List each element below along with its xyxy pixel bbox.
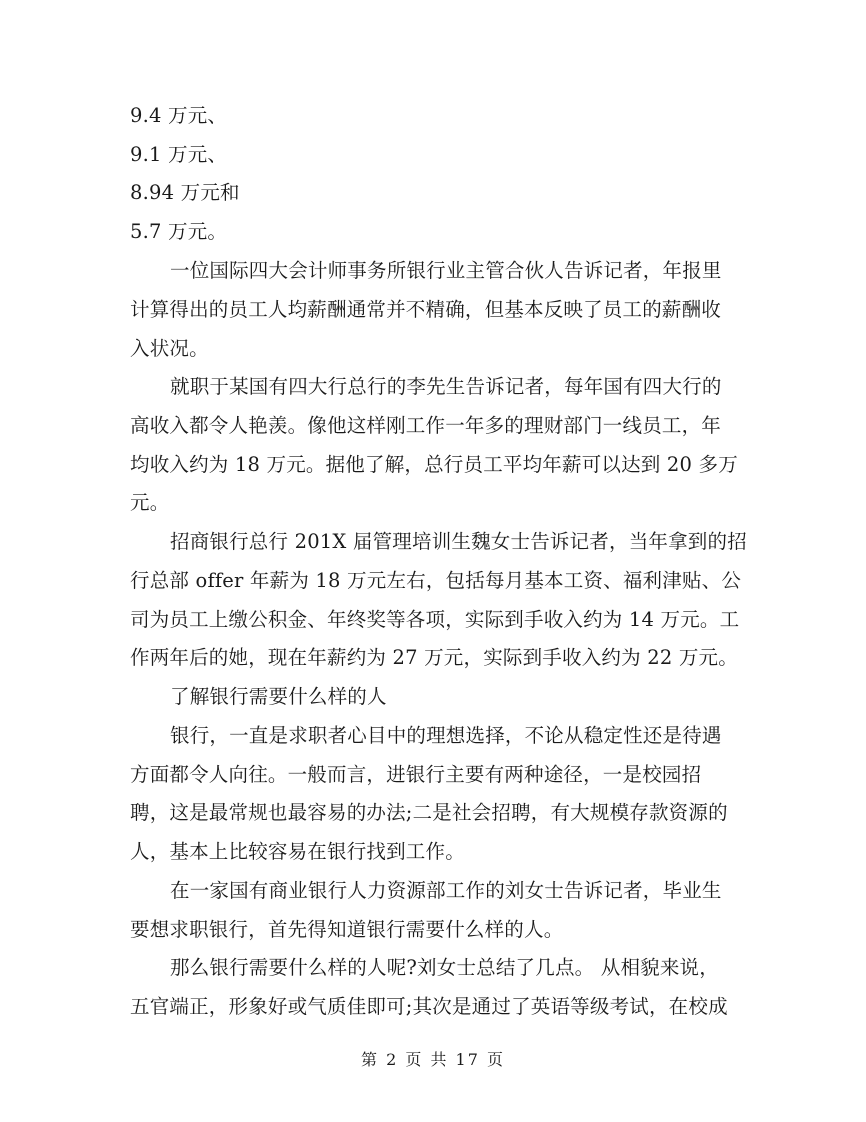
text-line: 聘，这是最常规也最容易的办法;二是社会招聘，有大规模存款资源的 xyxy=(130,801,728,824)
page-footer: 第 2 页 共 17 页 xyxy=(361,1050,505,1069)
text-line: 5.7 万元。 xyxy=(130,220,228,243)
paragraph-first-line: 一位国际四大会计师事务所银行业主管合伙人告诉记者，年报里 xyxy=(170,259,722,282)
paragraph-first-line: 那么银行需要什么样的人呢?刘女士总结了几点。 从相貌来说， xyxy=(170,956,719,979)
text-line: 均收入约为 18 万元。据他了解，总行员工平均年薪可以达到 20 多万 xyxy=(130,453,738,476)
text-line: 五官端正，形象好或气质佳即可;其次是通过了英语等级考试，在校成 xyxy=(130,995,728,1018)
text-line: 入状况。 xyxy=(130,337,209,360)
section-heading: 了解银行需要什么样的人 xyxy=(170,685,387,708)
paragraph-first-line: 就职于某国有四大行总行的李先生告诉记者，每年国有四大行的 xyxy=(170,375,722,398)
text-line: 人，基本上比较容易在银行找到工作。 xyxy=(130,840,465,863)
paragraph-first-line: 招商银行总行 201X 届管理培训生魏女士告诉记者，当年拿到的招 xyxy=(170,530,747,553)
paragraph-first-line: 银行，一直是求职者心目中的理想选择，不论从稳定性还是待遇 xyxy=(170,724,722,747)
text-line: 8.94 万元和 xyxy=(130,181,240,204)
text-line: 方面都令人向往。一般而言，进银行主要有两种途径，一是校园招 xyxy=(130,763,702,786)
text-line: 司为员工上缴公积金、年终奖等各项，实际到手收入约为 14 万元。工 xyxy=(130,608,740,631)
text-line: 作两年后的她，现在年薪约为 27 万元，实际到手收入约为 22 万元。 xyxy=(130,646,738,669)
text-line: 高收入都令人艳羡。像他这样刚工作一年多的理财部门一线员工，年 xyxy=(130,414,722,437)
text-line: 要想求职银行，首先得知道银行需要什么样的人。 xyxy=(130,918,564,941)
paragraph-first-line: 在一家国有商业银行人力资源部工作的刘女士告诉记者，毕业生 xyxy=(170,879,722,902)
text-line: 元。 xyxy=(130,491,170,514)
text-line: 9.1 万元、 xyxy=(130,143,228,166)
text-line: 行总部 offer 年薪为 18 万元左右，包括每月基本工资、福利津贴、公 xyxy=(130,569,742,592)
text-line: 9.4 万元、 xyxy=(130,104,228,127)
text-line: 计算得出的员工人均薪酬通常并不精确，但基本反映了员工的薪酬收 xyxy=(130,298,722,321)
